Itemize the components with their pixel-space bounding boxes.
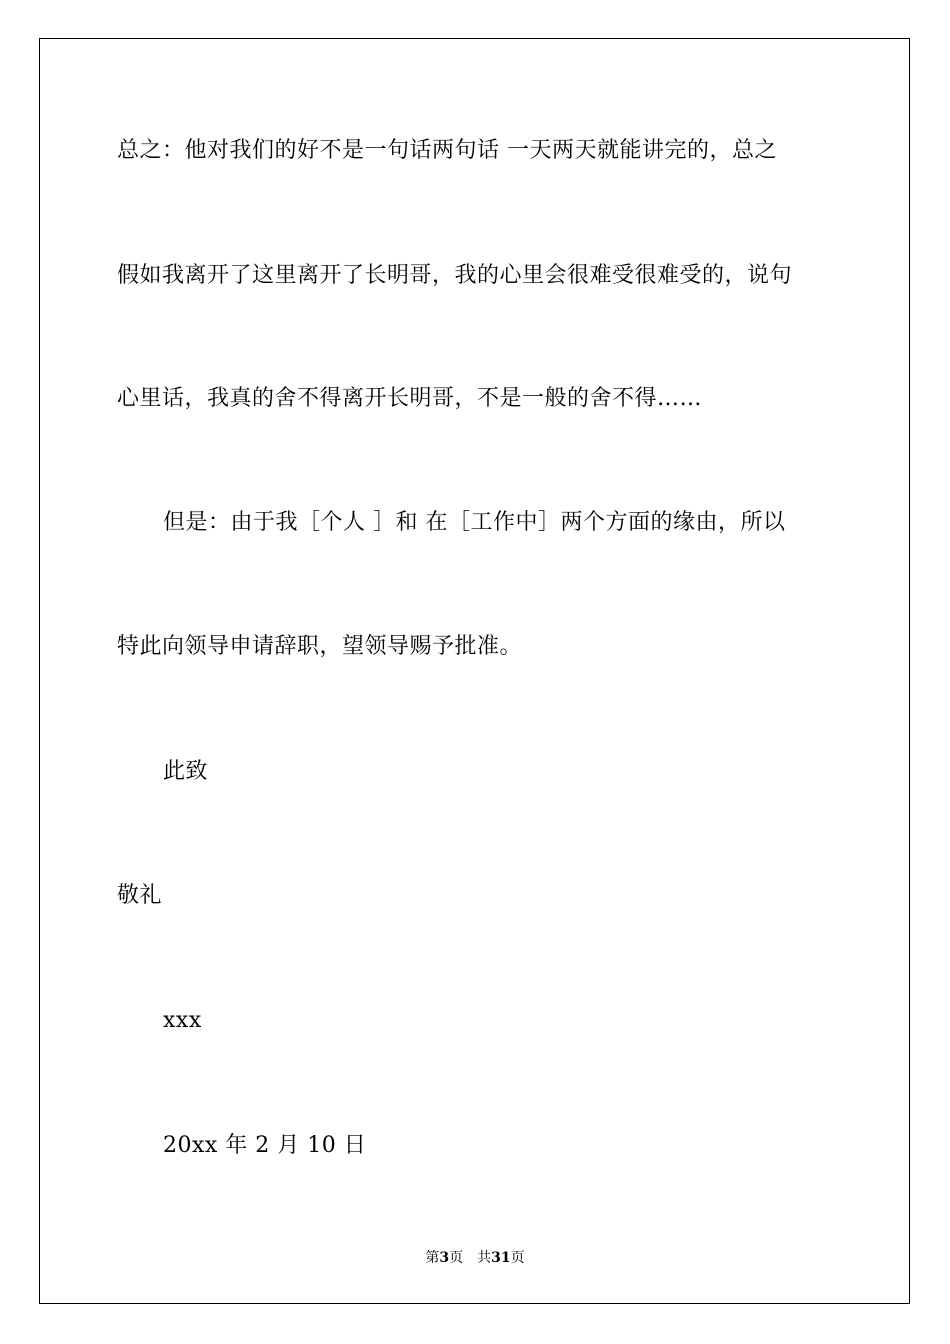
page-prefix: 第 <box>425 1250 440 1266</box>
page-footer <box>0 1249 950 1267</box>
current-page-number: 3 <box>439 1250 450 1266</box>
signature-name: xxx <box>163 1008 202 1033</box>
closing-salutation: 此致 <box>163 759 209 784</box>
paragraph-line-2: 假如我离开了这里离开了长明哥，我的心里会很难受很难受的，说句 <box>117 263 793 288</box>
page-border <box>39 38 910 1304</box>
paragraph-line-5: 特此向领导申请辞职，望领导赐予批准。 <box>117 634 523 659</box>
total-pages-number: 31 <box>491 1250 511 1266</box>
paragraph-line-3: 心里话，我真的舍不得离开长明哥，不是一般的舍不得…… <box>117 386 703 411</box>
signature-date: 20xx 年 2 月 10 日 <box>163 1133 367 1158</box>
closing-regards: 敬礼 <box>117 883 163 908</box>
total-suffix: 页 <box>510 1250 525 1266</box>
paragraph-line-1: 总之：他对我们的好不是一句话两句话 一天两天就能讲完的，总之 <box>117 138 777 163</box>
total-prefix: 共 <box>477 1250 492 1266</box>
page-suffix: 页 <box>449 1250 464 1266</box>
paragraph-line-4: 但是：由于我［个人 ］和 在［工作中］两个方面的缘由，所以 <box>163 510 786 535</box>
